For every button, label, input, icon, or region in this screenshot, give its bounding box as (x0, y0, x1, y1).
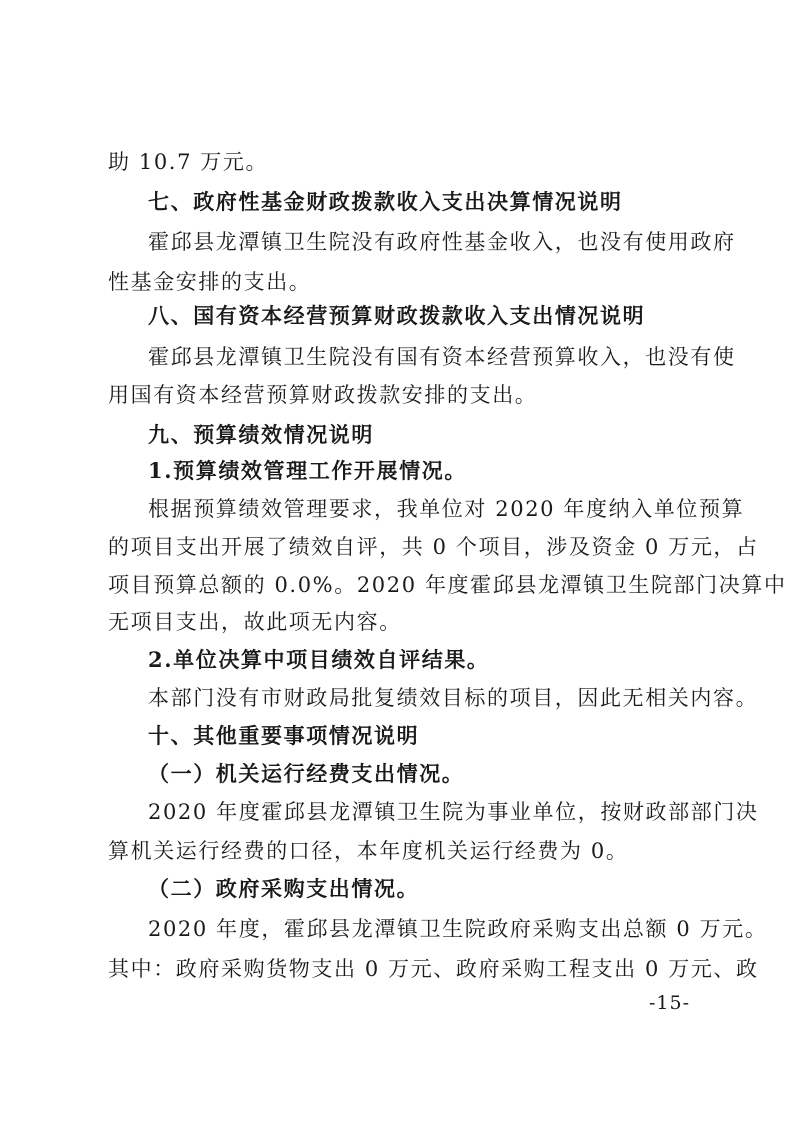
paragraph-line: 算机关运行经费的口径，本年度机关运行经费为 0。 (108, 839, 629, 863)
paragraph-line: 其中：政府采购货物支出 0 万元、政府采购工程支出 0 万元、政 (108, 957, 759, 981)
section-heading-9: 九、预算绩效情况说明 (148, 422, 374, 447)
paragraph-line: 霍邱县龙潭镇卫生院没有国有资本经营预算收入，也没有使 (148, 345, 736, 369)
section-heading-8: 八、国有资本经营预算财政拨款收入支出情况说明 (148, 303, 646, 328)
subsection-heading-b: （二）政府采购支出情况。 (148, 876, 420, 901)
paragraph-line: 项目预算总额的 0.0%。2020 年度霍邱县龙潭镇卫生院部门决算中 (108, 573, 787, 597)
paragraph-line: 的项目支出开展了绩效自评，共 0 个项目，涉及资金 0 万元，占 (108, 535, 759, 559)
page-number: -15- (648, 992, 690, 1014)
paragraph-line: 无项目支出，故此项无内容。 (108, 610, 402, 634)
subsection-heading-1: 1.预算绩效管理工作开展情况。 (148, 458, 467, 483)
paragraph-line: 霍邱县龙潭镇卫生院没有政府性基金收入，也没有使用政府 (148, 230, 736, 254)
subsection-heading-2: 2.单位决算中项目绩效自评结果。 (148, 647, 490, 672)
paragraph-line: 根据预算绩效管理要求，我单位对 2020 年度纳入单位预算 (148, 497, 745, 521)
section-heading-10: 十、其他重要事项情况说明 (148, 723, 420, 748)
paragraph-line: 性基金安排的支出。 (108, 270, 312, 294)
paragraph-line: 2020 年度霍邱县龙潭镇卫生院为事业单位，按财政部部门决 (148, 800, 759, 824)
subsection-heading-a: （一）机关运行经费支出情况。 (148, 761, 465, 786)
paragraph-continuation: 助 10.7 万元。 (108, 150, 269, 174)
paragraph-line: 本部门没有市财政局批复绩效目标的项目，因此无相关内容。 (148, 686, 759, 710)
paragraph-line: 2020 年度，霍邱县龙潭镇卫生院政府采购支出总额 0 万元。 (148, 917, 768, 941)
section-heading-7: 七、政府性基金财政拨款收入支出决算情况说明 (148, 189, 623, 214)
paragraph-line: 用国有资本经营预算财政拨款安排的支出。 (108, 383, 538, 407)
